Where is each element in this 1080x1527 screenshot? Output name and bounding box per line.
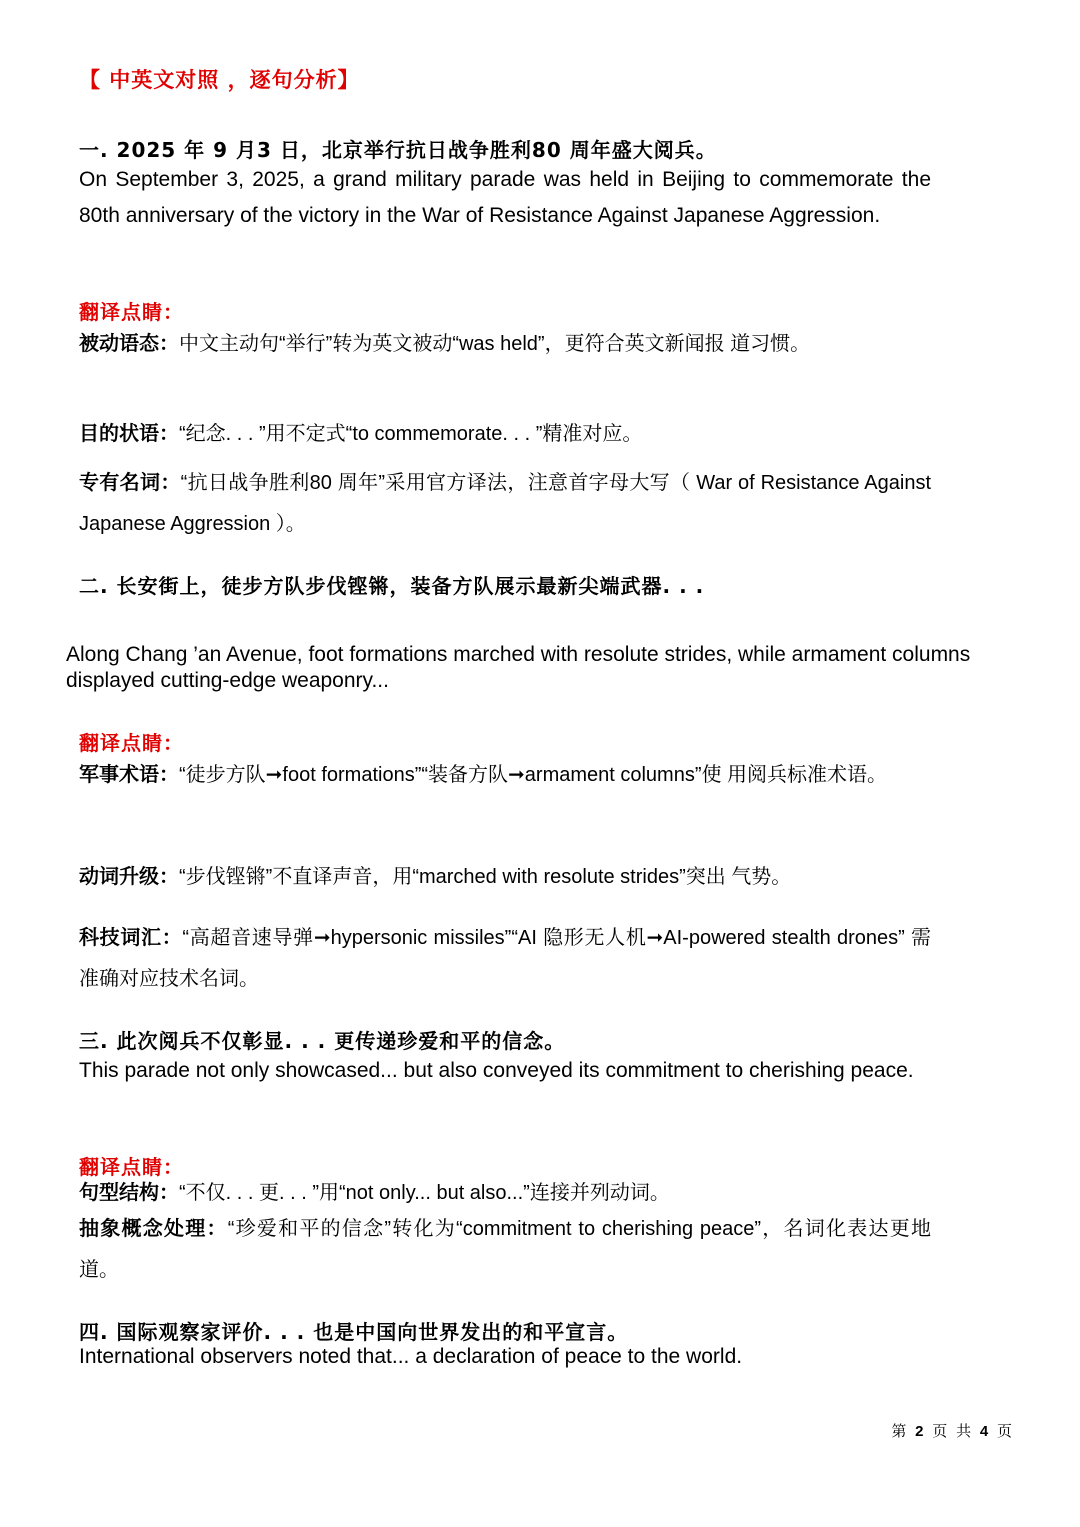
total-pages: 4 (979, 1423, 991, 1440)
section-2-tips-title: 翻译点睛： (79, 731, 184, 755)
section-3-tip-2 (79, 1208, 931, 1290)
section-4-heading: 四. 国际观察家评价. . . 也是中国向世界发出的和平宣言。 (79, 1320, 629, 1344)
tip-key: 动词升级： (79, 864, 179, 888)
section-3-tips-title: 翻译点睛： (79, 1155, 184, 1179)
section-2-english: Along Chang ’an Avenue, foot formations marched with resolute strides, while armament columns displayed cutting-edge weaponry... (66, 643, 971, 692)
footer-prefix: 第 (891, 1422, 909, 1440)
tip-text: “珍爱和平的信念”转化为“commitment to cherishing peace”，名词化表达更地道。 (79, 1218, 932, 1281)
section-1-tip-2 (79, 413, 931, 454)
section-2-tip-3 (79, 917, 931, 999)
tip-key: 军事术语： (79, 762, 179, 786)
tip-text: “徒步方队➞foot formations”“装备方队➞armament columns”使 用阅兵标准术语。 (179, 764, 888, 786)
tip-text: “步伐铿锵”不直译声音，用“marched with resolute strides”突出 气势。 (179, 866, 792, 888)
section-4-english: International observers noted that... a declaration of peace to the world. (79, 1345, 743, 1368)
section-1-tip-3 (79, 462, 931, 544)
section-2-tip-2 (79, 856, 931, 897)
tip-key: 科技词汇： (79, 925, 183, 949)
tip-text: 中文主动句“举行”转为英文被动“was held”，更符合英文新闻报 道习惯。 (179, 333, 811, 355)
current-page: 2 (915, 1423, 926, 1440)
page-number (891, 1420, 1014, 1441)
section-2-heading: 二. 长安街上，徒步方队步伐铿锵，装备方队展示最新尖端武器. . . (79, 574, 705, 598)
section-1-english: On September 3, 2025, a grand military parade was held in Beijing to commemorate the 80th anniversary of the victory in the War of Resistance Against Japanese Aggression. (79, 168, 931, 227)
section-2-tip-1 (79, 754, 931, 795)
document-header: 【 中英文对照 ，逐句分析】 (79, 68, 360, 92)
footer-suffix: 页 (996, 1422, 1014, 1440)
tip-text: “高超音速导弹➞hypersonic missiles”“AI 隐形无人机➞AI-powered stealth drones” 需准确对应技术名词。 (79, 927, 931, 990)
section-1-heading: 一. 2025 年 9 月3 日，北京举行抗日战争胜利80 周年盛大阅兵。 (79, 138, 717, 162)
section-3-tip-1 (79, 1174, 931, 1211)
tip-key: 抽象概念处理： (79, 1216, 228, 1240)
section-1-tips-title: 翻译点睛： (79, 300, 184, 324)
tip-text: “纪念. . . ”用不定式“to commemorate. . . ”精准对应。 (179, 423, 643, 445)
tip-text: “抗日战争胜利80 周年”采用官方译法，注意首字母大写（ War of Resistance Against Japanese Aggression ）。 (79, 472, 932, 535)
section-3-english: This parade not only showcased... but also conveyed its commitment to cherishing peace. (79, 1059, 914, 1082)
section-3-heading: 三. 此次阅兵不仅彰显. . . 更传递珍爱和平的信念。 (79, 1029, 566, 1053)
tip-text: “不仅. . . 更. . . ”用“not only... but also...”连接并列动词。 (179, 1182, 670, 1204)
footer-mid: 页 共 (932, 1422, 974, 1440)
tip-key: 被动语态： (79, 331, 179, 355)
tip-key: 专有名词： (79, 470, 181, 494)
tip-key: 目的状语： (79, 421, 179, 445)
section-1-tip-1 (79, 323, 931, 364)
tip-key: 句型结构： (79, 1180, 179, 1204)
